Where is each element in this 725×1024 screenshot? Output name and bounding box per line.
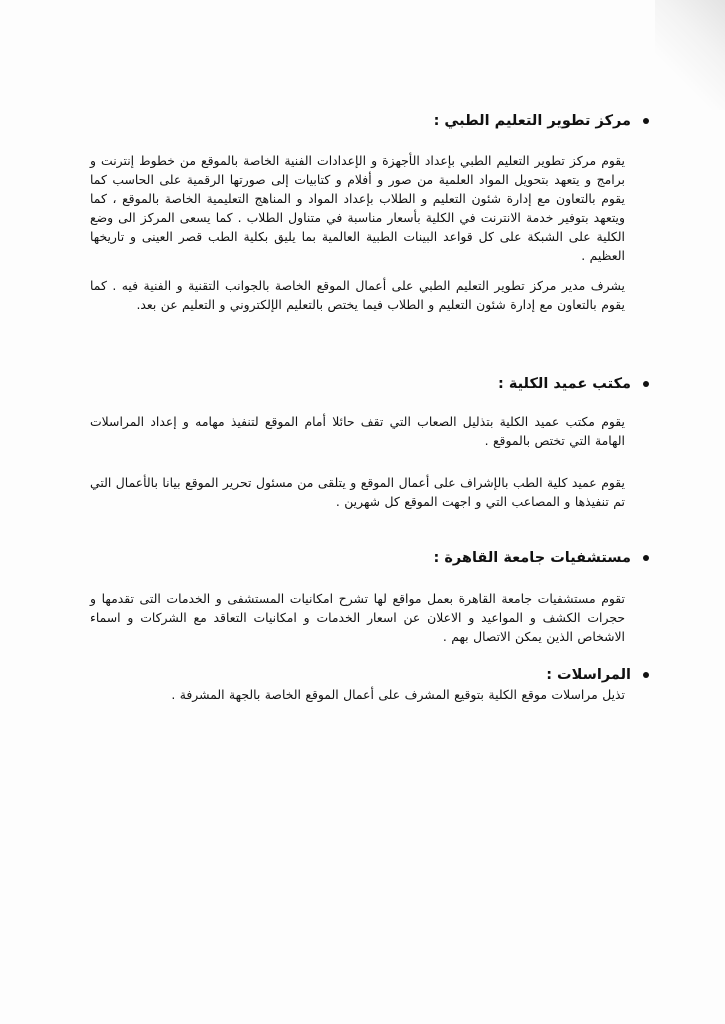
bullet-icon	[643, 555, 649, 561]
bullet-icon	[643, 118, 649, 124]
section-heading: مكتب عميد الكلية :	[497, 376, 631, 392]
paragraph: يشرف مدير مركز تطوير التعليم الطبي على أعمال الموقع الخاصة بالجوانب التقنية و الفنية فيه . كما يقوم بالتعاون مع إدارة شئون التعليم و الطلاب فيما يختص بالتعليم الإلكتروني و التعليم عن بعد.	[90, 278, 625, 312]
section-heading-row	[433, 112, 631, 130]
section-correspondence	[546, 666, 631, 684]
section-dean-office	[497, 375, 631, 393]
paragraph: يقوم مركز تطوير التعليم الطبي بإعداد الأجهزة و الإعدادات الفنية الخاصة بالموقع من خطوط إنترنت و برامج و يتعهد بتحويل المواد العلمية من صور و أفلام و كتابيات إلى صورتها الرقمية على الحاسب كما يقوم بالتعاون مع إدارة شئون التعليم و الطلاب بإعداد المواد و المناهج التعليمية الخاصة بالموقع ، كما ويتعهد بتوفير خدمة الانترنت في الكلية بأسعار مناسبة في متناول الطلاب . كما يسعى المركز الى وضع الكلية على الشبكة على كل قواعد البينات الطبية العالمية بما يليق بكلية الطب قصر العينى و تاريخها العظيم .	[90, 153, 625, 263]
bullet-icon	[643, 381, 649, 387]
section-heading: المراسلات :	[546, 667, 631, 683]
section-heading-row	[433, 549, 631, 567]
paragraph: يقوم مكتب عميد الكلية بتذليل الصعاب التي تقف حائلا أمام الموقع لتنفيذ مهامه و إعداد المراسلات الهامة التي تختص بالموقع .	[90, 414, 625, 448]
bullet-icon	[643, 672, 649, 678]
section-medical-education-center	[433, 112, 631, 130]
scan-shadow	[655, 0, 725, 110]
section-heading: مستشفيات جامعة القاهرة :	[433, 550, 631, 566]
section-heading-row	[497, 375, 631, 393]
paragraph: تذيل مراسلات موقع الكلية بتوقيع المشرف على أعمال الموقع الخاصة بالجهة المشرفة .	[171, 687, 625, 702]
section-heading: مركز تطوير التعليم الطبي :	[433, 113, 631, 129]
paragraph: يقوم عميد كلية الطب بالإشراف على أعمال الموقع و يتلقى من مسئول تحرير الموقع بيانا بالأعمال التي تم تنفيذها و المصاعب التي و اجهت الموقع كل شهرين .	[90, 475, 625, 509]
section-heading-row	[546, 666, 631, 684]
section-cairo-university-hospitals	[433, 549, 631, 567]
paragraph: تقوم مستشفيات جامعة القاهرة بعمل مواقع لها تشرح امكانيات المستشفى و الخدمات التى تقدمها و حجرات الكشف و المواعيد و الاعلان عن اسعار الخدمات و امكانيات التعاقد مع الشركات و اسماء الاشخاص الذين يمكن الاتصال بهم .	[90, 591, 625, 644]
